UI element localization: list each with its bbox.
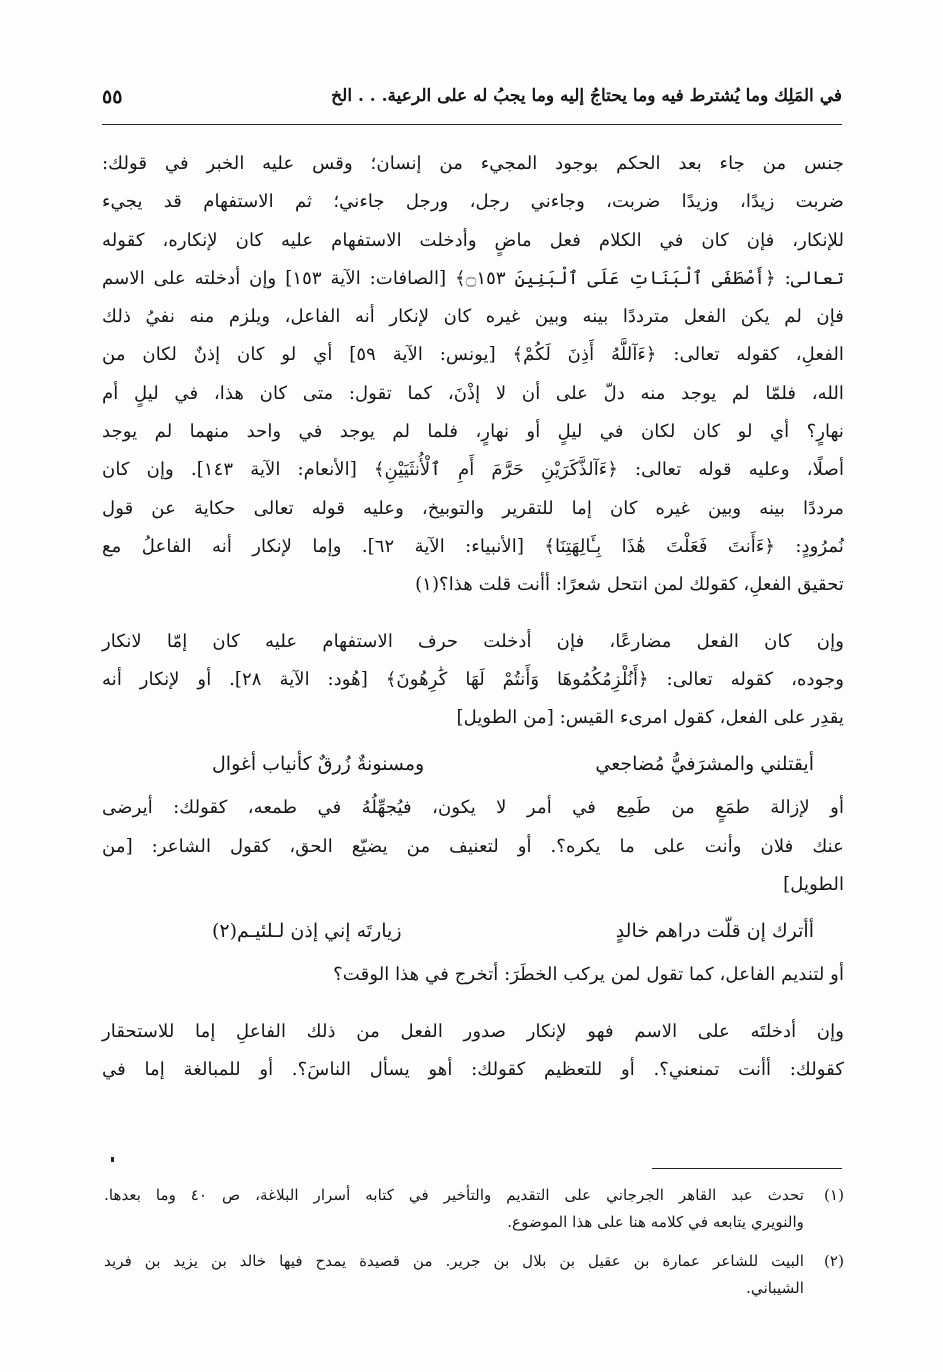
text-line: نهارٍ؟ أي لو كان لكان في ليلٍ أو نهارٍ، فلما لم يوجد في واحد منهما لم يوجد <box>102 421 844 443</box>
text-line: للإنكار، فإن كان في الكلام فعل ماضٍ وأدخلت الاستفهام عليه كان لإنكاره، كقوله <box>102 229 844 251</box>
footnotes <box>104 1182 844 1314</box>
text-line: نُمرُودٍ: ﴿ءَأَنتَ فَعَلْتَ هَٰذَا بِـَٔالِهَتِنَا﴾ [الأنبياء: الآية ٦٢]. وإما لإنكار أنه الفاعلُ مع <box>102 535 844 557</box>
verse-2 <box>102 910 844 952</box>
text-line: أو لإزالة طمَعٍ من طَمِع في أمر لا يكون، فيُجهِّلُهُ في طمعه، كقولك: أيرضى <box>102 797 844 819</box>
text-line: وجوده، كقوله تعالى: ﴿أَنُلْزِمُكُمُوهَا وَأَنتُمْ لَهَا كَٰرِهُونَ﴾ [هُود: الآية ٢٨]. أو لإنكار أنه <box>102 668 844 690</box>
footnote-line: البيت للشاعر عمارة بن عقيل بن بلال بن جرير. من قصيدة يمدح فيها خالد بن يزيد بن فريد <box>104 1252 804 1270</box>
text-line: جنس من جاء بعد الحكم بوجود المجيء من إنسان؛ وقس عليه الخبر في قولك: <box>102 153 844 174</box>
text-line: تعالى: ﴿أَصْطَفَى ٱلْبَنَاتِ عَلَى ٱلْبَنِينَ ۝١٥٣﴾ [الصافات: الآية ١٥٣] وإن أدخلته على الاسم <box>102 267 844 289</box>
text-line: تحقيق الفعلِ، كقولك لمن انتحل شعرًا: أأنت قلت هذا؟(١) <box>415 574 844 596</box>
verse-1 <box>102 743 844 785</box>
paragraph-1 <box>102 145 844 605</box>
main-text <box>102 145 844 1089</box>
paragraph-3 <box>102 789 844 904</box>
paragraph-2 <box>102 623 844 738</box>
scan-speck <box>111 1157 114 1162</box>
footnote-number: (٢) <box>823 1252 844 1270</box>
paragraph-5 <box>102 1013 844 1090</box>
page-header <box>102 84 842 125</box>
verse-first-hemistich: أيقتلني والمشرَفيُّ مُضاجعي <box>595 753 814 776</box>
footnote-number: (١) <box>823 1186 844 1204</box>
page-number: ٥٥ <box>102 86 123 108</box>
footnote-2 <box>104 1248 844 1302</box>
text-line: وإن كان الفعل مضارعًا، فإن أدخلت حرف الاستفهام عليه كان إمّا لانكار <box>102 630 844 652</box>
footnote-line: والنويري يتابعه في كلامه هنا على هذا الموضوع. <box>507 1213 804 1231</box>
footnote-separator <box>652 1168 842 1169</box>
paragraph-gap <box>102 605 844 623</box>
text-line: أصلًا، وعليه قوله تعالى: ﴿ءَآلذَّكَرَيْنِ حَرَّمَ أَمِ ٱلْأُنثَيَيْنِ﴾ [الأنعام: الآية ١٤٣]. وإن كان <box>102 459 844 481</box>
text-line: الطويل] <box>783 874 844 896</box>
text-line: الله، فلمّا لم يوجد منه دلّ على أن لا إذْنَ، كما تقول: متى كان هذا، في ليلٍ أم <box>102 382 844 404</box>
verse-second-hemistich: زيارتَه إني إذن لـلئيـم(٢) <box>212 920 402 943</box>
footnote-line: تحدث عبد القاهر الجرجاني على التقديم والتأخير في كتابه أسرار البلاغة، ص ٤٠ وما بعدها. <box>104 1186 804 1204</box>
paragraph-gap <box>102 995 844 1013</box>
text-line: كقولك: أأنت تمنعني؟. أو للتعظيم كقولك: أهو يسأل الناسَ؟. أو للمبالغة إما في <box>102 1058 844 1080</box>
text-line: مرددًا بينه وبين غيره كان إما للتقرير والتوبيخ، وعليه قوله تعالى حكاية عن قول <box>102 497 844 519</box>
text-line: وإن أدخلتَه على الاسم فهو لإنكار صدور الفعل من ذلك الفاعلِ إما للاستحقار <box>102 1020 844 1042</box>
paragraph-4 <box>102 956 844 994</box>
verse-second-hemistich: ومسنونةٌ زُرقٌ كأنياب أغوال <box>212 753 425 776</box>
text-line: الفعلِ، كقوله تعالى: ﴿ءَآللَّهُ أَذِنَ لَكُمْ﴾ [يونس: الآية ٥٩] أي لو كان إذنٌ لكان من <box>102 344 844 366</box>
footnote-text <box>104 1182 804 1236</box>
verse-first-hemistich: أأترك إن قلّت دراهم خالدٍ <box>615 920 814 943</box>
running-head: في المَلِك وما يُشترط فيه وما يحتاجُ إليه وما يجبُ له على الرعية. . . الخ <box>331 86 842 106</box>
footnote-line: الشيباني. <box>746 1279 804 1297</box>
text-line: يقدِر على الفعل، كقول امرىء القيس: [من الطويل] <box>456 707 844 729</box>
footnote-text <box>104 1248 804 1302</box>
text-line: أو لتنديم الفاعل، كما تقول لمن يركب الخطَرَ: أتخرج في هذا الوقت؟ <box>333 964 844 986</box>
text-line: عنك فلان وأنت على ما يكره؟. أو لتعنيف من يضيّع الحق، كقول الشاعر: [من <box>102 835 844 857</box>
text-line: فإن لم يكن الفعل مترددًا بينه وبين غيره كان لإنكار أنه الفاعل، ويلزم منه نفيُ ذلك <box>102 306 844 328</box>
footnote-1 <box>104 1182 844 1236</box>
text-line: ضربت زيدًا، وزيدًا ضربت، وجاءني رجل، ورجل جاءني؛ ثم الاستفهام قد يجيء <box>102 191 844 213</box>
